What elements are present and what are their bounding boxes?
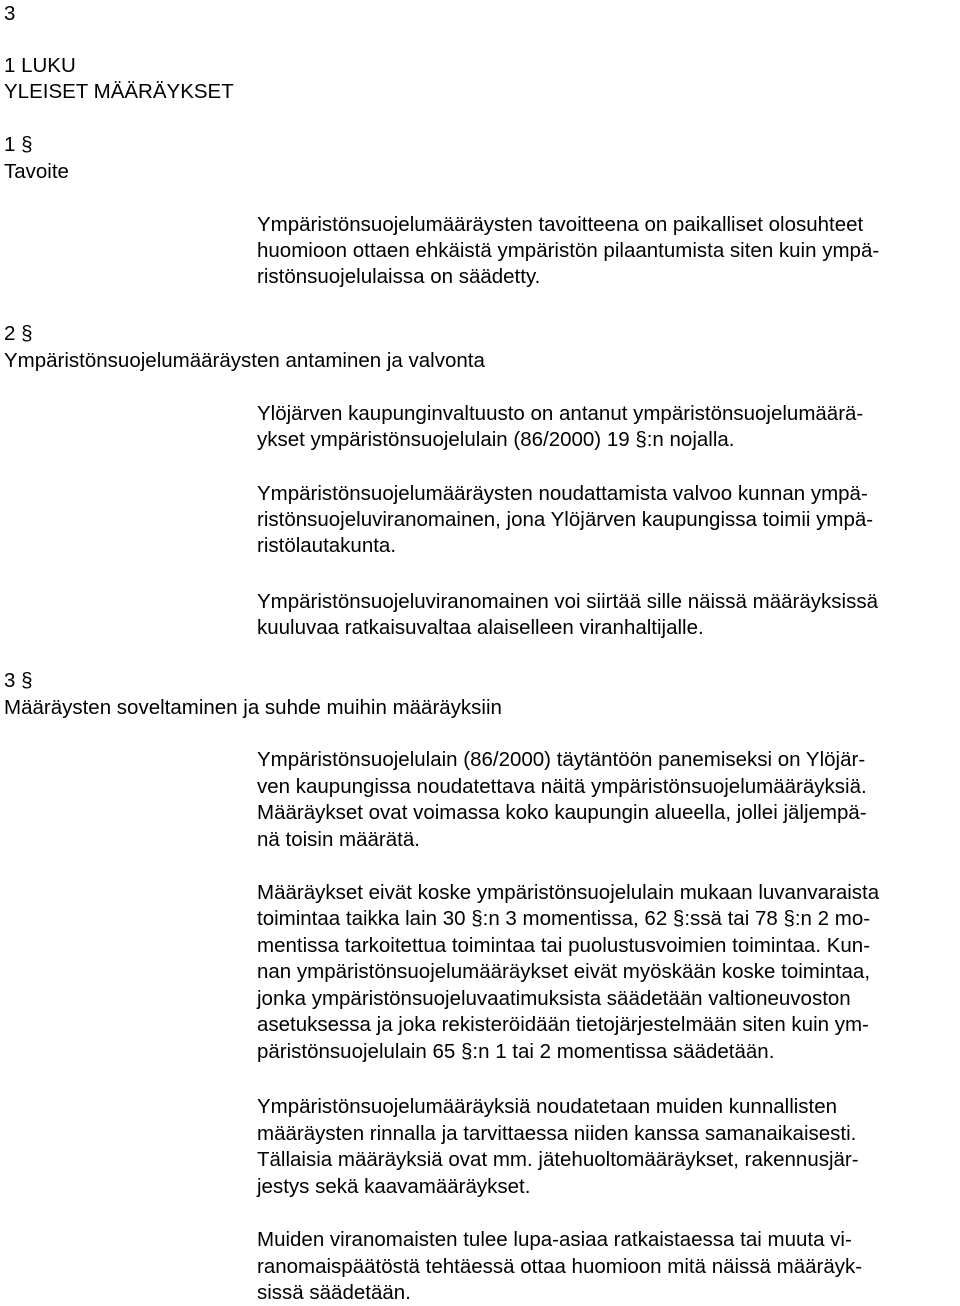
section-1-title: Tavoite (4, 160, 69, 183)
section-3-p3-line-3: Tällaisia määräyksiä ovat mm. jätehuoltomääräykset, rakennusjär- (257, 1148, 859, 1171)
section-3-p1-line-3: Määräykset ovat voimassa koko kaupungin alueella, jollei jäljempä- (257, 801, 867, 824)
section-2-p3-line-2: kuuluvaa ratkaisuvaltaa alaiselleen viranhaltijalle. (257, 616, 704, 639)
section-2-p2-line-3: ristölautakunta. (257, 534, 397, 557)
section-3-p3-line-2: määräysten rinnalla ja tarvittaessa niiden kanssa samanaikaisesti. (257, 1122, 857, 1145)
section-2-number: 2 § (4, 322, 33, 345)
section-3-p2-line-7: päristönsuojelulain 65 §:n 1 tai 2 momentissa säädetään. (257, 1040, 775, 1063)
section-3-p4-line-1: Muiden viranomaisten tulee lupa-asiaa ratkaistaessa tai muuta vi- (257, 1228, 852, 1251)
section-3-p2-line-3: mentissa tarkoitettua toimintaa tai puolustusvoimien toimintaa. Kun- (257, 934, 871, 957)
section-2-p1-line-1: Ylöjärven kaupunginvaltuusto on antanut ympäristönsuojelumäärä- (257, 402, 864, 425)
section-2-p3-line-1: Ympäristönsuojeluviranomainen voi siirtää sille näissä määräyksissä (257, 590, 878, 613)
section-3-p2-line-2: toimintaa taikka lain 30 §:n 3 momentissa, 62 §:ssä tai 78 §:n 2 mo- (257, 907, 871, 930)
section-1-p1-line-2: huomioon ottaen ehkäistä ympäristön pilaantumista siten kuin ympä- (257, 239, 880, 262)
section-3-number: 3 § (4, 669, 33, 692)
section-3-p2-line-5: jonka ympäristönsuojeluvaatimuksista säädetään valtioneuvoston (257, 987, 851, 1010)
section-2-title: Ympäristönsuojelumääräysten antaminen ja valvonta (4, 349, 485, 372)
section-3-p1-line-1: Ympäristönsuojelulain (86/2000) täytäntöön panemiseksi on Ylöjär- (257, 748, 866, 771)
section-3-p1-line-2: ven kaupungissa noudatettava näitä ympäristönsuojelumääräyksiä. (257, 775, 867, 798)
section-3-p4-line-2: ranomaispäätöstä tehtäessä ottaa huomioon mitä näissä määräyk- (257, 1255, 863, 1278)
section-3-p3-line-4: jestys sekä kaavamääräykset. (257, 1175, 531, 1198)
section-3-p2-line-6: asetuksessa ja joka rekisteröidään tietojärjestelmään siten kuin ym- (257, 1013, 869, 1036)
section-2-p1-line-2: ykset ympäristönsuojelulain (86/2000) 19 §:n nojalla. (257, 428, 735, 451)
section-3-p1-line-4: nä toisin määrätä. (257, 828, 420, 851)
section-1-p1-line-1: Ympäristönsuojelumääräysten tavoitteena on paikalliset olosuhteet (257, 213, 864, 236)
section-3-p3-line-1: Ympäristönsuojelumääräyksiä noudatetaan muiden kunnallisten (257, 1095, 838, 1118)
section-3-p2-line-4: nan ympäristönsuojelumääräykset eivät myöskään koske toimintaa, (257, 960, 871, 983)
section-2-p2-line-1: Ympäristönsuojelumääräysten noudattamista valvoo kunnan ympä- (257, 482, 868, 505)
section-1-p1-line-3: ristönsuojelulaissa on säädetty. (257, 265, 541, 288)
section-3-title: Määräysten soveltaminen ja suhde muihin määräyksiin (4, 696, 502, 719)
chapter-number: 1 LUKU (4, 54, 76, 77)
section-2-p2-line-2: ristönsuojeluviranomainen, jona Ylöjärven kaupungissa toimii ympä- (257, 508, 874, 531)
chapter-title: YLEISET MÄÄRÄYKSET (4, 80, 234, 103)
section-3-p2-line-1: Määräykset eivät koske ympäristönsuojelulain mukaan luvanvaraista (257, 881, 880, 904)
section-3-p4-line-3: sissä säädetään. (257, 1281, 411, 1304)
section-1-number: 1 § (4, 133, 33, 156)
page-number: 3 (4, 2, 16, 25)
